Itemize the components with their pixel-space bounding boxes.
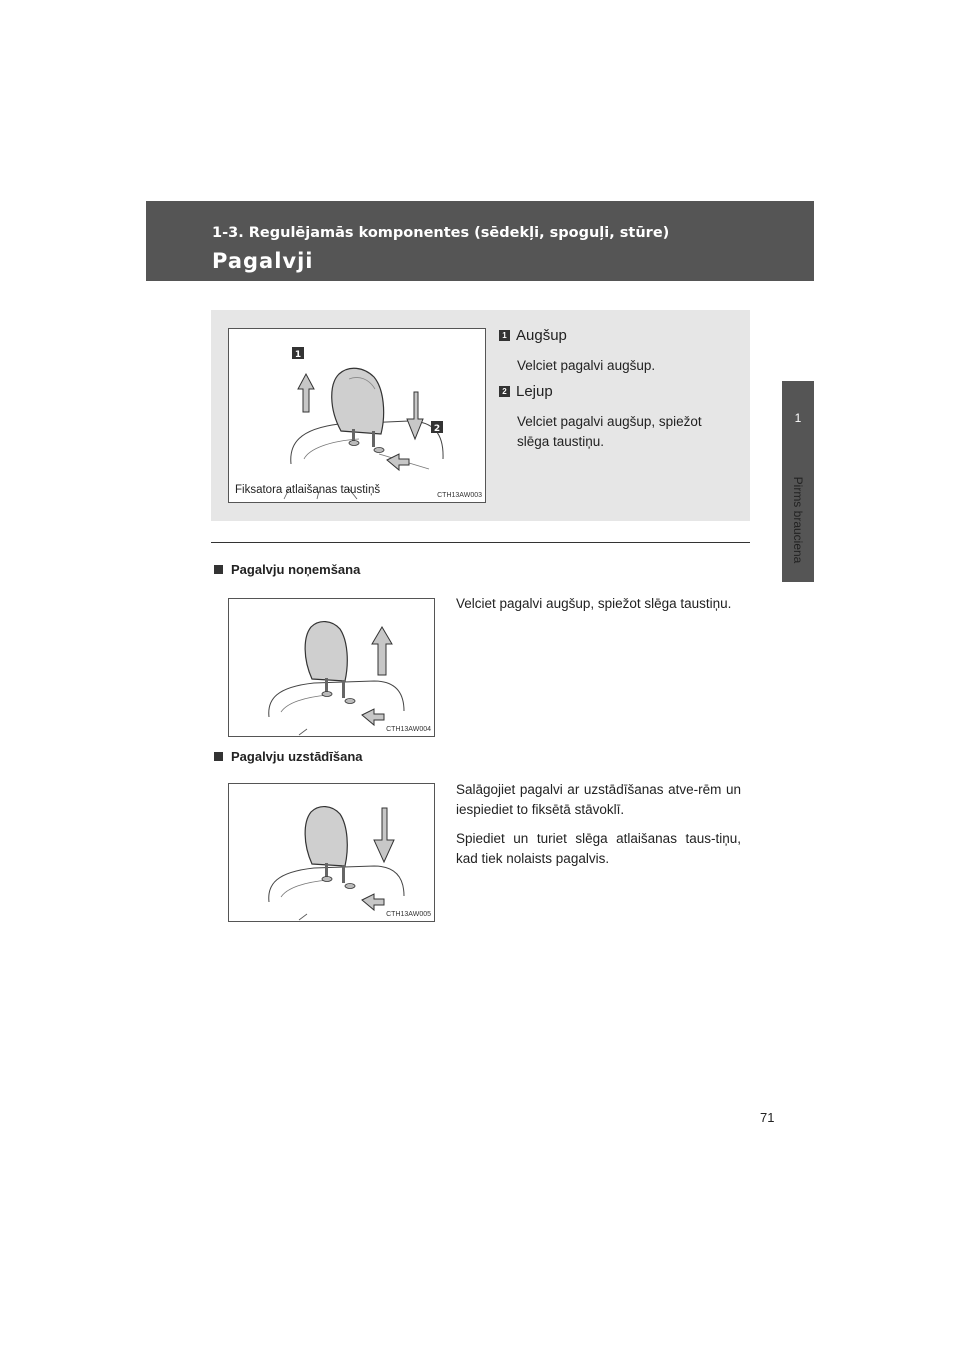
removal-figure: [228, 598, 435, 737]
callout-down: [499, 383, 553, 400]
callout-up: [499, 327, 567, 344]
installation-paragraph-1: Salāgojiet pagalvi ar uzstādīšanas atve-rēm un iespiediet to fiksētā stāvoklī.: [456, 782, 741, 817]
figure-code: CTH13AW004: [386, 726, 431, 733]
release-button-caption: Fiksatora atlaišanas taustiņš: [235, 484, 381, 496]
figure-code: CTH13AW003: [437, 492, 482, 499]
removal-illustration: [229, 599, 434, 736]
callout-up-title: Augšup: [516, 327, 567, 344]
page-title: Pagalvji: [212, 249, 314, 273]
callout-down-text: Velciet pagalvi augšup, spiežot slēga taustiņu.: [517, 414, 702, 449]
bullet-square-icon: [214, 752, 223, 761]
svg-text:2: 2: [433, 424, 441, 434]
page-number: 71: [760, 1110, 775, 1125]
svg-text:1: 1: [294, 350, 302, 360]
installation-text: [456, 780, 741, 878]
chapter-label: [780, 460, 816, 580]
installation-illustration: [229, 784, 434, 921]
installation-heading: [214, 749, 363, 764]
callout-down-title: Lejup: [516, 383, 553, 400]
headrest-illustration: [229, 329, 485, 502]
number-1-icon: 1: [499, 330, 510, 341]
removal-heading-text: Pagalvju noņemšana: [231, 562, 361, 577]
installation-heading-text: Pagalvju uzstādīšana: [231, 749, 363, 764]
headrest-adjust-figure: [228, 328, 486, 503]
installation-figure: [228, 783, 435, 922]
removal-text: [456, 594, 741, 623]
installation-paragraph-2: Spiediet un turiet slēga atlaišanas taus-tiņu, kad tiek nolaists pagalvis.: [456, 831, 741, 866]
headrest-adjust-panel: [211, 310, 750, 521]
section-title: 1-3. Regulējamās komponentes (sēdekļi, spoguļi, stūre): [212, 225, 670, 241]
chapter-header: [146, 201, 814, 281]
removal-paragraph: Velciet pagalvi augšup, spiežot slēga taustiņu.: [456, 596, 732, 611]
removal-heading: [214, 562, 360, 577]
chapter-label-text: Pirms brauciena: [791, 476, 805, 564]
callout-up-text: Velciet pagalvi augšup.: [517, 358, 656, 373]
bullet-square-icon: [214, 565, 223, 574]
section-divider: [211, 542, 750, 543]
figure-code: CTH13AW005: [386, 911, 431, 918]
number-2-icon: 2: [499, 386, 510, 397]
chapter-number: 1: [794, 411, 802, 425]
